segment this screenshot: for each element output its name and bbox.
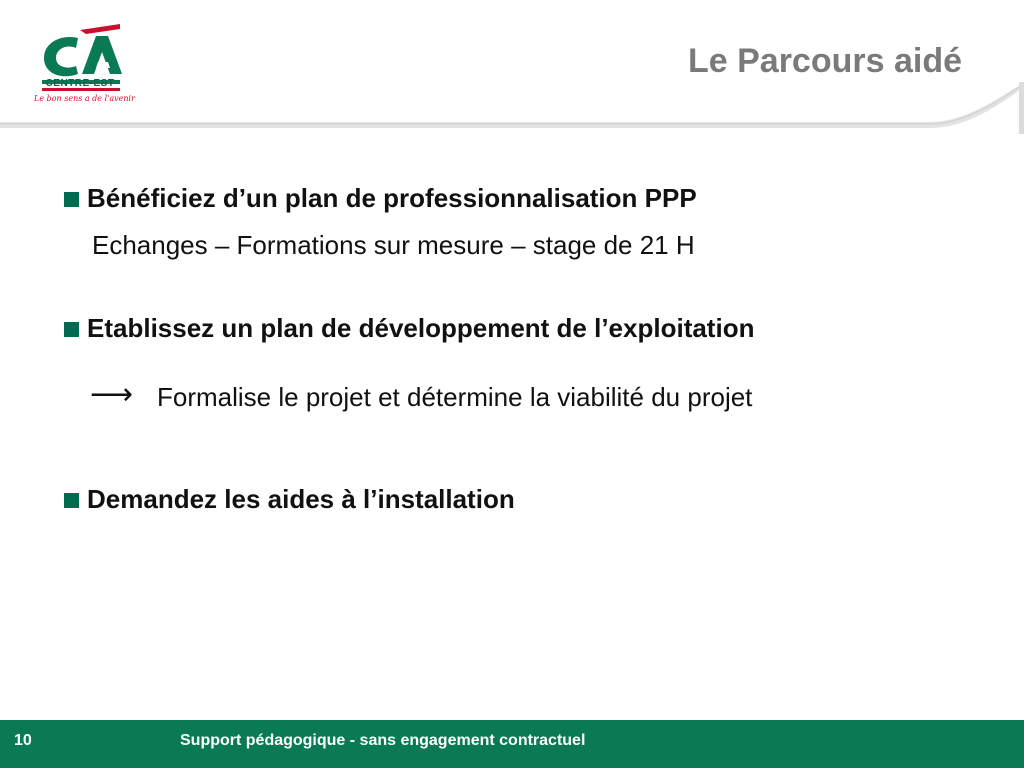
logo-tagline: Le bon sens a de l'avenir	[34, 94, 135, 103]
bullet-item-2	[64, 313, 754, 344]
bullet-detail-2: Formalise le projet et détermine la viabilité du projet	[157, 382, 753, 412]
header-divider	[0, 80, 1024, 140]
footer-note: Support pédagogique - sans engagement contractuel	[180, 732, 586, 749]
bullet-detail-1: Echanges – Formations sur mesure – stage de 21 H	[92, 230, 695, 260]
bullet-item-1	[64, 183, 697, 214]
slide-title: Le Parcours aidé	[687, 42, 962, 80]
bullet-heading-2: Etablissez un plan de développement de l’exploitation	[87, 313, 755, 343]
page-number: 10	[14, 732, 32, 749]
right-arrow-icon: ⟶	[90, 377, 134, 412]
logo-name: CENTRE-EST	[45, 78, 115, 89]
bullet-square-icon	[64, 322, 79, 337]
bullet-square-icon	[64, 192, 79, 207]
footer-bar	[0, 720, 1024, 768]
bullet-heading-3: Demandez les aides à l’installation	[87, 484, 515, 514]
bullet-square-icon	[64, 493, 79, 508]
bullet-item-3	[64, 484, 515, 515]
bullet-heading-1: Bénéficiez d’un plan de professionnalisation PPP	[87, 183, 697, 213]
